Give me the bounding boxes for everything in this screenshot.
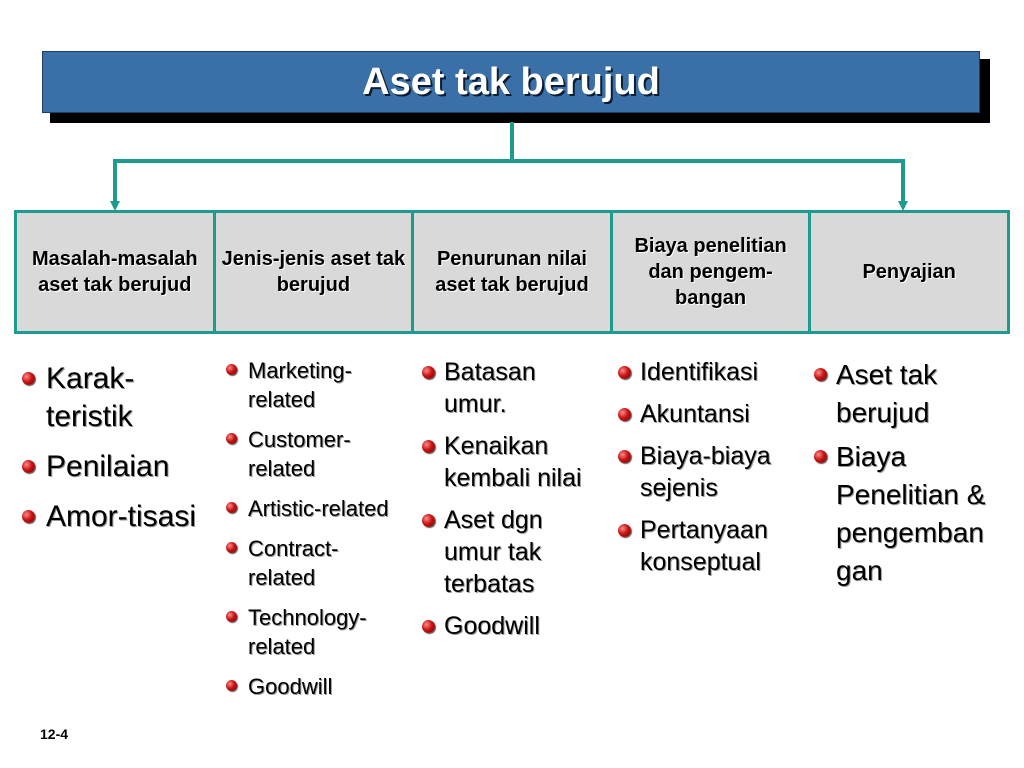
header-row: [14, 210, 1010, 334]
bullet-icon: [226, 611, 237, 622]
header-penurunan: Penurunan nilai aset tak berujud: [411, 210, 613, 334]
bullet-icon: [618, 524, 631, 537]
bullet-icon: [226, 680, 237, 691]
list-item: Amor-tisasi: [20, 498, 200, 536]
column-jenis-list: [224, 356, 404, 712]
list-item: Biaya-biaya sejenis: [616, 440, 801, 504]
column-masalah-list: [20, 360, 200, 548]
list-item: Customer-related: [224, 425, 404, 483]
list-item: Karak-teristik: [20, 360, 200, 436]
bullet-icon: [22, 510, 35, 523]
list-item: Artistic-related: [224, 494, 404, 523]
list-item: Pertanyaan konseptual: [616, 514, 801, 578]
list-item: Goodwill: [224, 672, 404, 701]
list-item: Technology-related: [224, 603, 404, 661]
list-item: Marketing-related: [224, 356, 404, 414]
list-item: Goodwill: [420, 610, 590, 642]
column-biaya-list: [616, 356, 801, 588]
bullet-icon: [226, 433, 237, 444]
bullet-icon: [226, 502, 237, 513]
list-item: Kenaikan kembali nilai: [420, 430, 590, 494]
header-biaya-penelitian: Biaya penelitian dan pengem-bangan: [610, 210, 812, 334]
bullet-icon: [422, 514, 435, 527]
column-penyajian-list: [812, 356, 1012, 596]
bullet-icon: [814, 450, 827, 463]
bullet-icon: [618, 366, 631, 379]
bullet-icon: [226, 364, 237, 375]
list-item: Contract-related: [224, 534, 404, 592]
slide-title: Aset tak berujud: [362, 60, 660, 103]
page-number: 12-4: [40, 726, 69, 742]
list-item: Aset tak berujud: [812, 356, 1012, 432]
bullet-icon: [422, 440, 435, 453]
list-item: Identifikasi: [616, 356, 801, 388]
list-item: Biaya Penelitian & pengemban gan: [812, 438, 1012, 590]
bullet-icon: [618, 408, 631, 421]
bullet-icon: [22, 372, 35, 385]
column-penurunan-list: [420, 356, 590, 652]
bullet-icon: [422, 620, 435, 633]
bullet-icon: [22, 460, 35, 473]
list-item: Batasan umur.: [420, 356, 590, 420]
list-item: Akuntansi: [616, 398, 801, 430]
list-item: Penilaian: [20, 448, 200, 486]
bullet-icon: [618, 450, 631, 463]
header-penyajian: Penyajian: [808, 210, 1010, 334]
bullet-icon: [422, 366, 435, 379]
bullet-icon: [226, 542, 237, 553]
header-jenis: Jenis-jenis aset tak berujud: [213, 210, 415, 334]
bullet-icon: [814, 368, 827, 381]
header-masalah: Masalah-masalah aset tak berujud: [14, 210, 216, 334]
list-item: Aset dgn umur tak terbatas: [420, 504, 590, 600]
